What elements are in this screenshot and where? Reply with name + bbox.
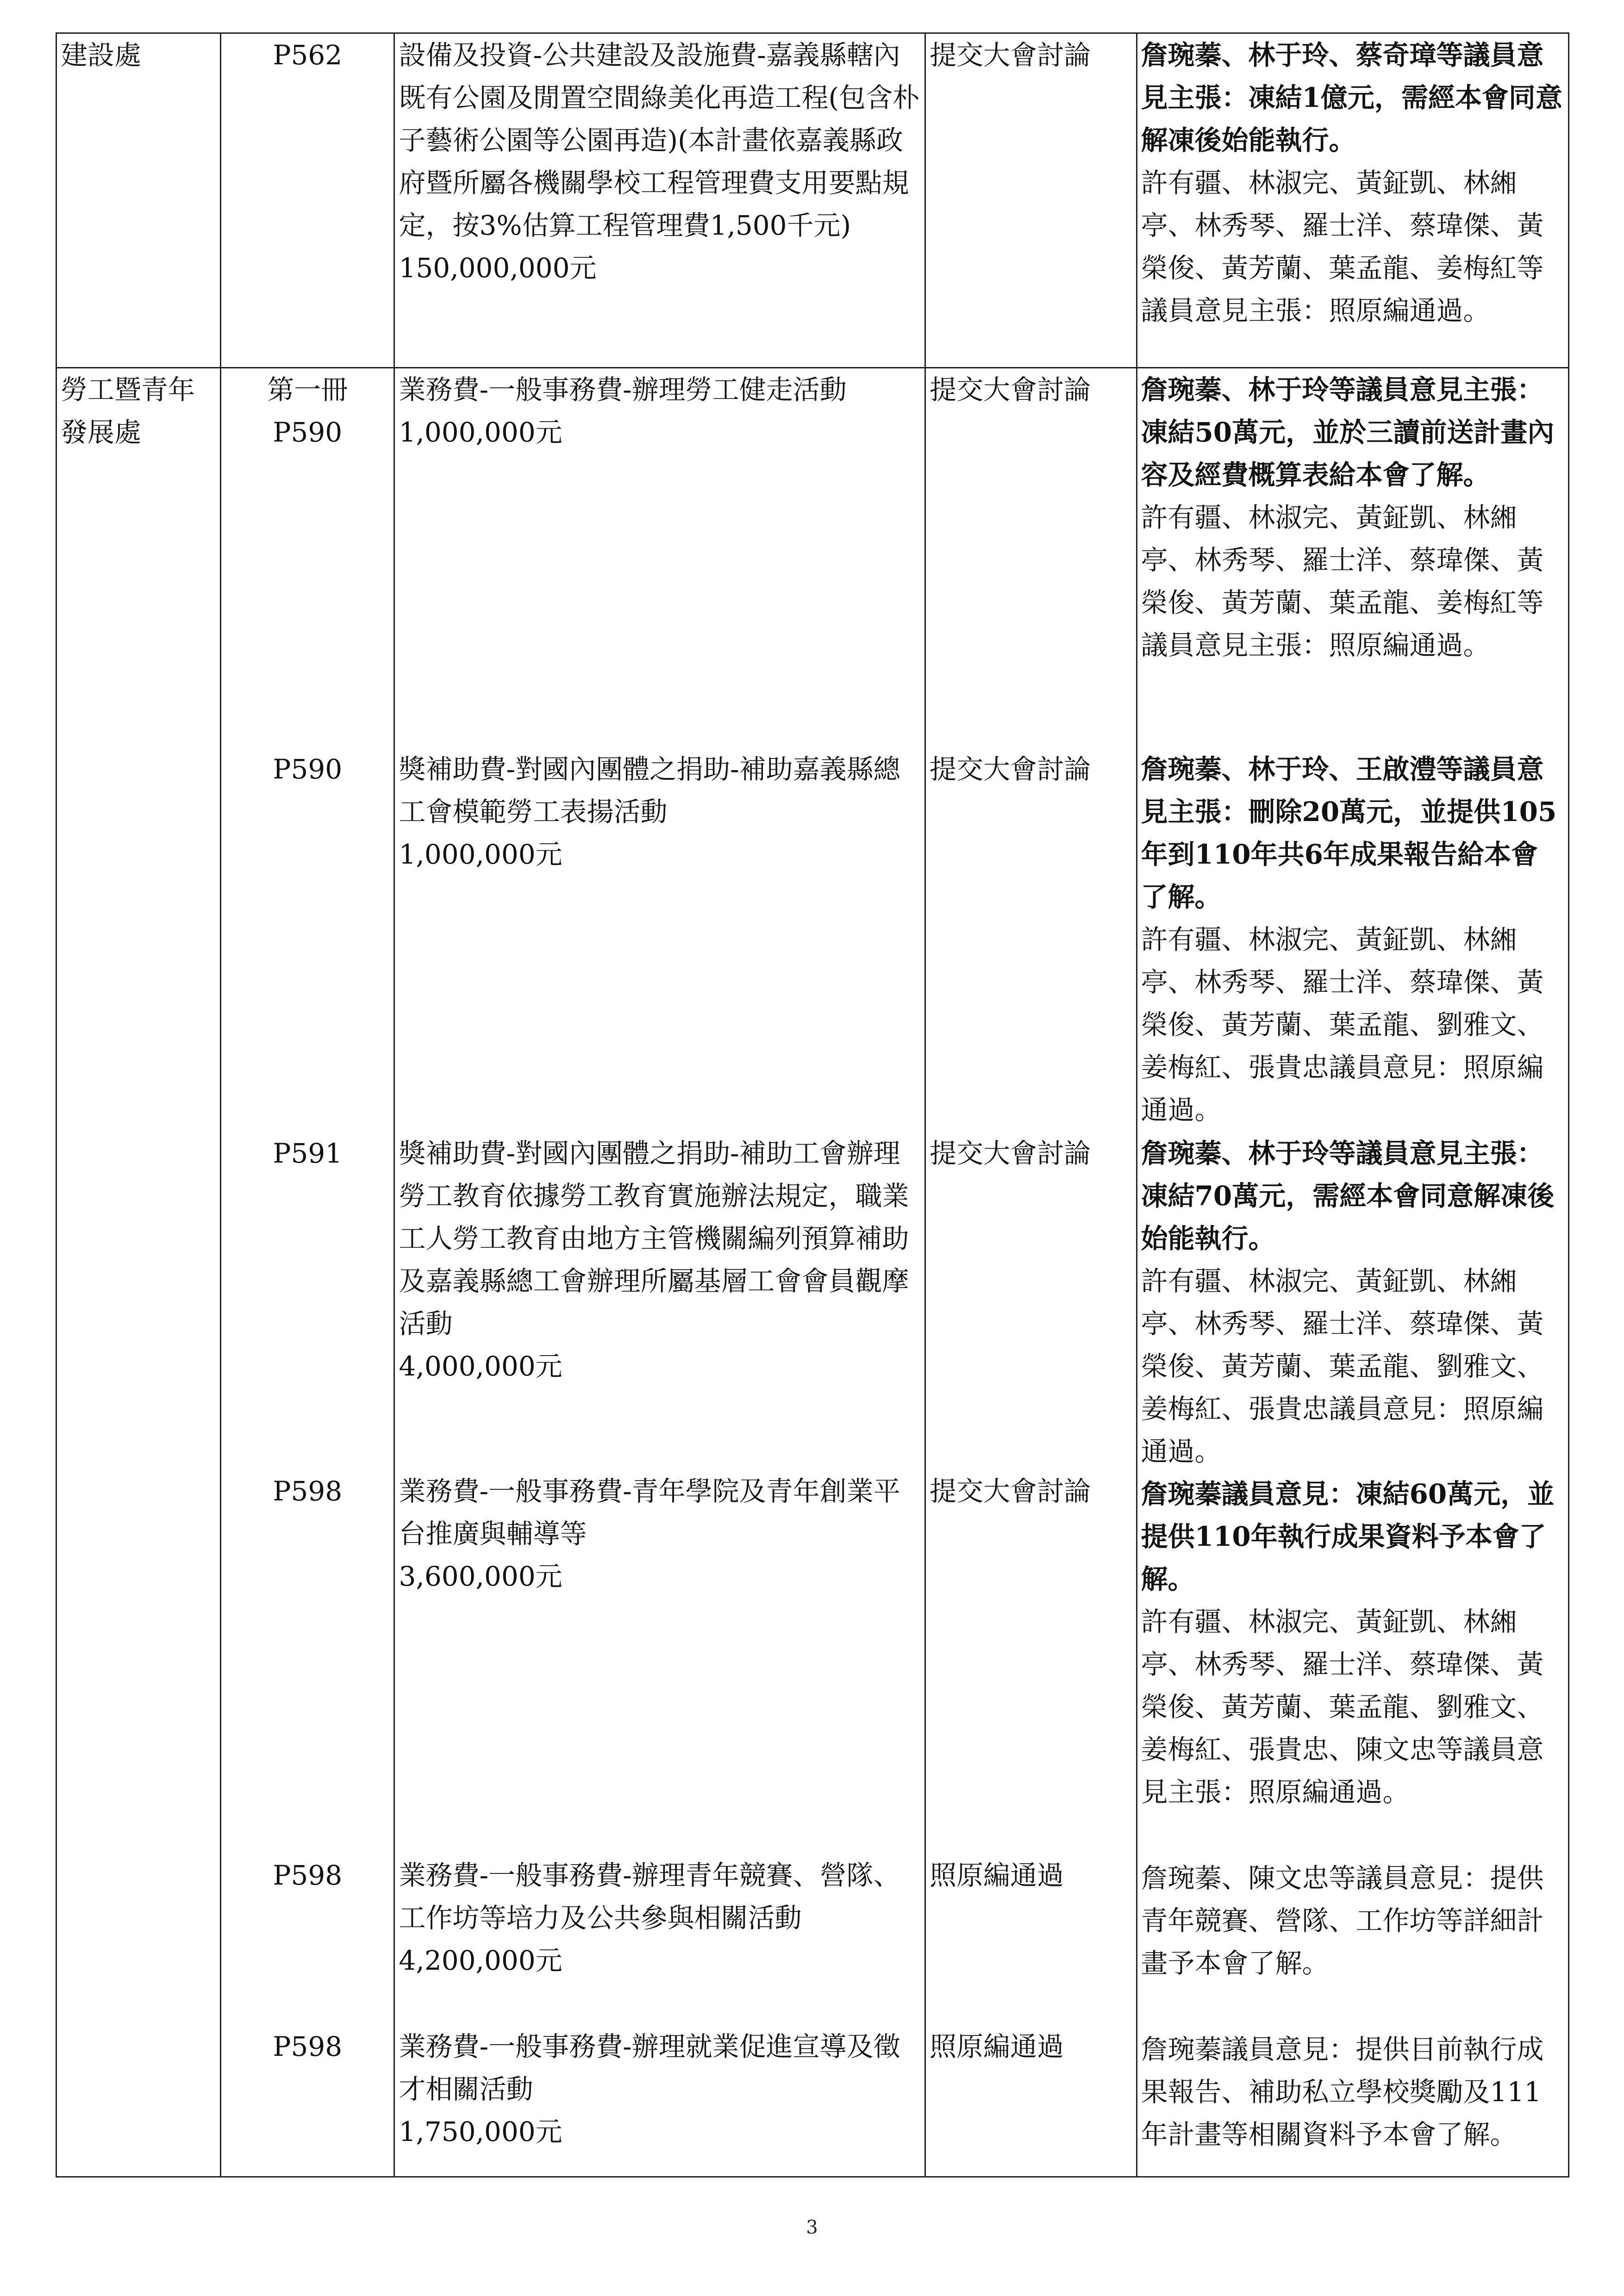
- opinion-minority: 詹琬蓁議員意見：凍結60萬元，並提供110年執行成果資料予本會了解。: [1141, 1478, 1555, 1595]
- budget-amount: 3,600,000元: [399, 1561, 562, 1592]
- department-cell: 建設處: [56, 33, 221, 368]
- page-reference: P562: [273, 39, 343, 71]
- budget-item: [399, 748, 920, 1132]
- review-result: 提交大會討論: [929, 374, 1091, 405]
- page-ref-cell: [221, 33, 394, 368]
- budget-item: [399, 2025, 920, 2173]
- opinion-majority: 許有疆、林淑完、黃鉦凱、林緗亭、林秀琴、羅士洋、蔡瑋傑、黃榮俊、黃芳蘭、葉孟龍、姜梅紅等議員意見主張：照原編通過。: [1141, 167, 1544, 326]
- budget-item-description: 獎補助費-對國內團體之捐助-補助嘉義縣總工會模範勞工表揚活動: [399, 753, 900, 828]
- review-result: 照原編通過: [929, 2031, 1064, 2062]
- opinion-majority: 許有疆、林淑完、黃鉦凱、林緗亭、林秀琴、羅士洋、蔡瑋傑、黃榮俊、黃芳蘭、葉孟龍、劉雅文、姜梅紅、張貴忠議員意見：照原編通過。: [1141, 1265, 1544, 1467]
- review-result: 提交大會討論: [929, 39, 1091, 71]
- budget-amount: 150,000,000元: [399, 252, 597, 284]
- budget-item: [399, 1854, 920, 2025]
- review-result: 提交大會討論: [929, 753, 1091, 785]
- budget-item-description: 業務費-一般事務費-辦理勞工健走活動: [399, 374, 847, 405]
- review-result-cell: [925, 368, 1137, 2177]
- review-result: 提交大會討論: [929, 1475, 1091, 1507]
- opinion-majority: 詹琬蓁議員意見：提供目前執行成果報告、補助私立學校獎勵及111年計畫等相關資料予本會了解。: [1141, 2034, 1544, 2150]
- page-reference: P598: [273, 1860, 343, 1891]
- councilor-opinion: [1141, 2028, 1564, 2176]
- page-reference: 第一冊 P590: [267, 374, 348, 448]
- opinion-minority: 詹琬蓁、林于玲等議員意見主張：凍結50萬元，並於三讀前送計畫內容及經費概算表給本會了解。: [1141, 374, 1555, 491]
- councilor-opinion-cell: [1137, 368, 1568, 2177]
- councilor-opinion: [1141, 1473, 1564, 1857]
- councilor-opinion-cell: [1137, 33, 1568, 368]
- budget-item-description: 獎補助費-對國內團體之捐助-補助工會辦理勞工教育依據勞工教育實施辦法規定，職業工人勞工教育由地方主管機關編列預算補助及嘉義縣總工會辦理所屬基層工會會員觀摩活動: [399, 1138, 909, 1339]
- budget-item: [399, 34, 920, 367]
- councilor-opinion: [1141, 34, 1564, 367]
- opinion-majority: 許有疆、林淑完、黃鉦凱、林緗亭、林秀琴、羅士洋、蔡瑋傑、黃榮俊、黃芳蘭、葉孟龍、劉雅文、姜梅紅、張貴忠、陳文忠等議員意見主張：照原編通過。: [1141, 1606, 1544, 1808]
- budget-item-description: 業務費-一般事務費-青年學院及青年創業平台推廣與輔導等: [399, 1475, 900, 1549]
- page-number: 3: [806, 2217, 818, 2238]
- budget-item: [399, 1470, 920, 1854]
- table-row: [56, 368, 1569, 2177]
- page-reference: P598: [273, 1475, 343, 1507]
- budget-amount: 1,000,000元: [399, 417, 562, 448]
- councilor-opinion: [1141, 1857, 1564, 2028]
- budget-item: [399, 368, 920, 748]
- opinion-minority: 詹琬蓁、林于玲、蔡奇璋等議員意見主張：凍結1億元，需經本會同意解凍後始能執行。: [1141, 39, 1562, 156]
- review-result-cell: [925, 33, 1137, 368]
- budget-amount: 4,200,000元: [399, 1945, 562, 1976]
- councilor-opinion: [1141, 748, 1564, 1132]
- opinion-majority: 許有疆、林淑完、黃鉦凱、林緗亭、林秀琴、羅士洋、蔡瑋傑、黃榮俊、黃芳蘭、葉孟龍、劉雅文、姜梅紅、張貴忠議員意見：照原編通過。: [1141, 924, 1544, 1126]
- budget-item-description: 業務費-一般事務費-辦理青年競賽、營隊、工作坊等培力及公共參與相關活動: [399, 1860, 900, 1934]
- councilor-opinion: [1141, 368, 1564, 748]
- review-result: 提交大會討論: [929, 1138, 1091, 1169]
- budget-item-cell: [394, 368, 925, 2177]
- page-reference: P590: [273, 753, 343, 785]
- councilor-opinion: [1141, 1132, 1564, 1473]
- page-ref-cell: [221, 368, 394, 2177]
- page-reference: P591: [273, 1138, 343, 1169]
- department-cell: 勞工暨青年發展處: [56, 368, 221, 2177]
- opinion-minority: 詹琬蓁、林于玲、王啟澧等議員意見主張：刪除20萬元，並提供105年到110年共6年成果報告給本會了解。: [1141, 753, 1557, 913]
- budget-item-cell: [394, 33, 925, 368]
- review-result: 照原編通過: [929, 1860, 1064, 1891]
- budget-item: [399, 1132, 920, 1470]
- budget-amount: 1,750,000元: [399, 2116, 562, 2147]
- opinion-majority: 詹琬蓁、陳文忠等議員意見：提供青年競賽、營隊、工作坊等詳細計畫予本會了解。: [1141, 1862, 1544, 1979]
- page-reference: P598: [273, 2031, 343, 2062]
- budget-item-description: 業務費-一般事務費-辦理就業促進宣導及徵才相關活動: [399, 2031, 900, 2105]
- opinion-minority: 詹琬蓁、林于玲等議員意見主張：凍結70萬元，需經本會同意解凍後始能執行。: [1141, 1138, 1555, 1254]
- opinion-majority: 許有疆、林淑完、黃鉦凱、林緗亭、林秀琴、羅士洋、蔡瑋傑、黃榮俊、黃芳蘭、葉孟龍、姜梅紅等議員意見主張：照原編通過。: [1141, 502, 1544, 661]
- budget-amount: 1,000,000元: [399, 839, 562, 870]
- table-row: [56, 33, 1569, 368]
- table-body: [56, 33, 1569, 2177]
- budget-item-description: 設備及投資-公共建設及設施費-嘉義縣轄內既有公園及閒置空間綠美化再造工程(包含朴子藝術公園等公園再造)(本計畫依嘉義縣政府暨所屬各機關學校工程管理費支用要點規定，按3%估算工程管理費1,500千元): [399, 39, 920, 241]
- budget-review-table: [56, 32, 1569, 2178]
- budget-amount: 4,000,000元: [399, 1350, 562, 1382]
